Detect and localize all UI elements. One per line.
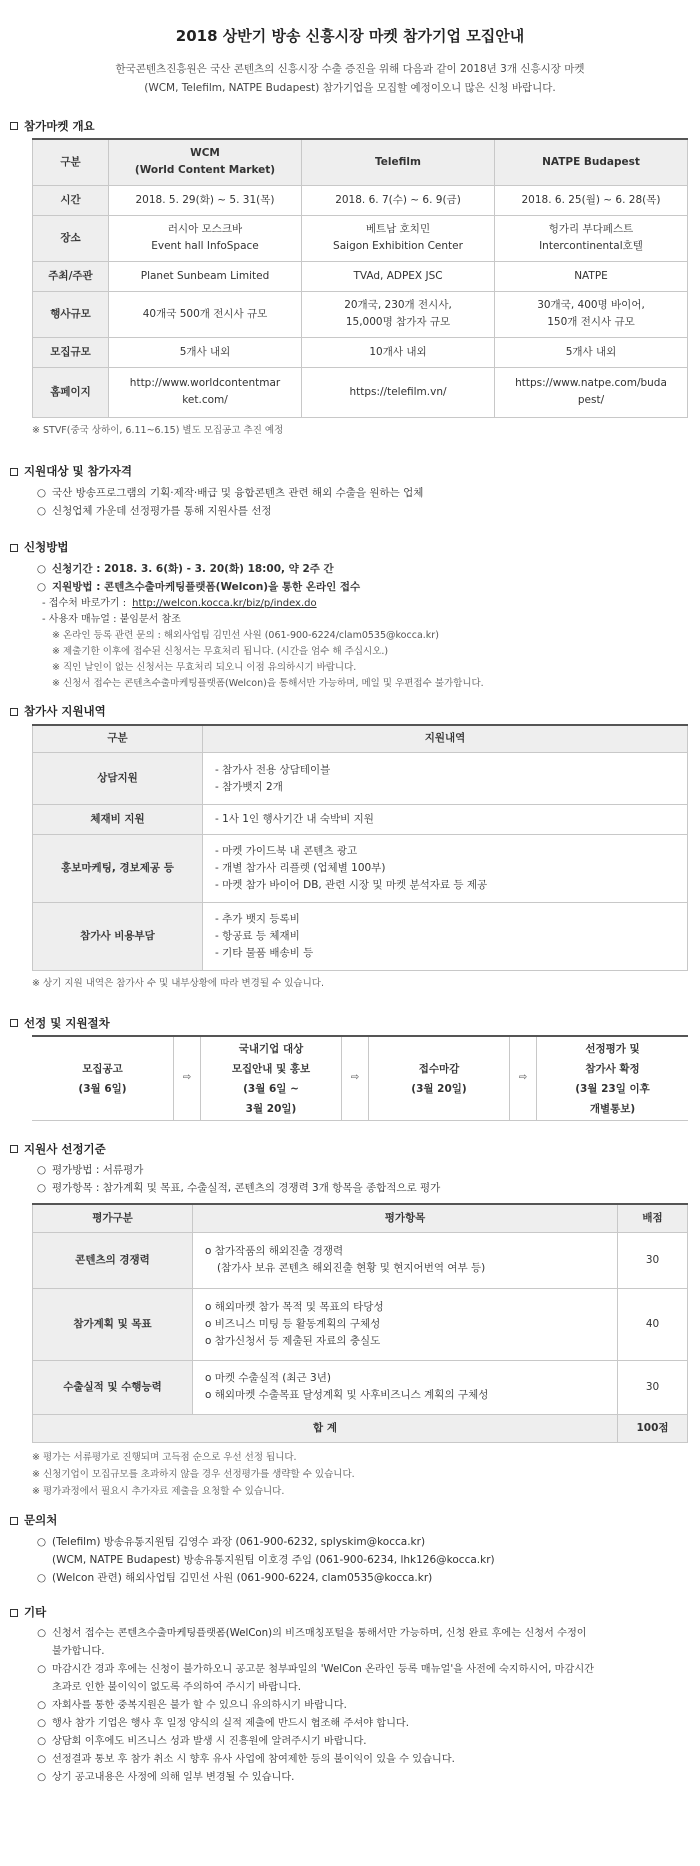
table-row	[33, 1288, 688, 1360]
table-cell: - 1사 1인 행사기간 내 숙박비 지원	[203, 805, 688, 835]
table-row	[33, 753, 688, 805]
table-cell: 10개사 내외	[302, 337, 495, 367]
list-item: ○ 신청업체 가운데 선정평가를 통해 지원사를 선정	[36, 504, 272, 517]
list-item: ○ 평가방법 : 서류평가	[36, 1164, 144, 1176]
apply-note: ※ 직인 날인이 없는 신청서는 무효처리 되오니 이점 유의하시기 바랍니다.	[52, 661, 357, 673]
table-cell: 러시아 모스크바 Event hall InfoSpace	[109, 215, 302, 261]
header-cell: 평가구분	[33, 1204, 193, 1232]
intro-line: 한국콘텐츠진흥원은 국산 콘텐츠의 신흥시장 수출 증진을 위해 다음과 같이 2018년 3개 신흥시장 마켓	[115, 63, 585, 75]
support-table	[32, 724, 688, 972]
table-row	[33, 215, 688, 261]
section-heading-apply	[10, 536, 690, 560]
list-item: ○ 자회사를 통한 중복지원은 불가 할 수 있으니 유의하시기 바랍니다.	[37, 1699, 347, 1711]
table-row	[33, 1360, 688, 1414]
table-row	[33, 261, 688, 291]
arrow-right-icon: ⇨	[182, 1072, 192, 1084]
etc-list	[32, 1625, 690, 1787]
process-step: 모집공고 (3월 6일)	[32, 1037, 174, 1120]
header-cell-natpe: NATPE Budapest	[495, 139, 688, 185]
row-label: 홍보마케팅, 경보제공 등	[33, 835, 203, 903]
section-title: 신청방법	[24, 540, 69, 555]
table-row	[33, 835, 688, 903]
list-item: ○ 평가항목 : 참가계획 및 목표, 수출실적, 콘텐츠의 경쟁력 3개 항목을 종합적으로 평가	[36, 1182, 441, 1194]
header-cell: 평가항목	[193, 1204, 618, 1232]
row-label: 장소	[33, 215, 109, 261]
table-cell: 20개국, 230개 전시사, 15,000명 참가자 규모	[302, 291, 495, 337]
section-title: 기타	[24, 1605, 47, 1620]
row-label: 홈페이지	[33, 367, 109, 417]
intro-text	[10, 60, 690, 110]
section-title: 지원사 선정기준	[24, 1141, 106, 1156]
table-row	[33, 291, 688, 337]
table-header-row	[33, 1204, 688, 1232]
list-item: - 사용자 매뉴얼 : 붙임문서 참조	[42, 613, 181, 625]
table-header-row	[33, 725, 688, 753]
score-cell: 40	[618, 1288, 688, 1360]
square-bullet-icon	[10, 1019, 18, 1027]
row-label: 행사규모	[33, 291, 109, 337]
section-heading-criteria	[10, 1137, 690, 1161]
criteria-notes	[32, 1449, 690, 1509]
apply-note: ※ 신청서 접수는 콘텐츠수출마케팅플랫폼(Welcon)을 통해서만 가능하며, 메일 및 우편접수 불가합니다.	[52, 677, 484, 689]
list-item: ○ 상담회 이후에도 비즈니스 성과 발생 시 진흥원에 알려주시기 바랍니다.	[37, 1735, 367, 1747]
section-title: 지원대상 및 참가자격	[24, 464, 132, 479]
header-cell: 구분	[33, 139, 109, 185]
table-header-row	[33, 139, 688, 185]
square-bullet-icon	[10, 468, 18, 476]
support-note: ※ 상기 지원 내역은 참가사 수 및 내부상황에 따라 변경될 수 있습니다.	[32, 978, 324, 989]
process-flow	[32, 1035, 688, 1121]
apply-note: ※ 온라인 등록 관련 문의 : 해외사업팀 김민선 사원 (061-900-6224/clam0535@kocca.kr)	[52, 629, 439, 641]
section-heading-contact	[10, 1509, 690, 1533]
table-row	[33, 367, 688, 417]
table-total-row	[33, 1414, 688, 1442]
row-label: 체재비 지원	[33, 805, 203, 835]
process-step: 선정평가 및 참가사 확정 (3월 23일 이후 개별통보)	[536, 1037, 688, 1120]
table-cell: 2018. 5. 29(화) ~ 5. 31(목)	[109, 185, 302, 215]
contact-list	[32, 1533, 690, 1601]
list-item: ○ 선정결과 통보 후 참가 취소 시 향후 유사 사업에 참여제한 등의 불이익이 있을 수 있습니다.	[37, 1753, 455, 1765]
square-bullet-icon	[10, 544, 18, 552]
row-label: 주최/주관	[33, 261, 109, 291]
row-label: 상담지원	[33, 753, 203, 805]
row-label: 콘텐츠의 경쟁력	[33, 1232, 193, 1288]
process-step: 접수마감 (3월 20일)	[368, 1037, 510, 1120]
row-label: 참가계획 및 목표	[33, 1288, 193, 1360]
page-title: 2018 상반기 방송 신흥시장 마켓 참가기업 모집안내	[175, 27, 525, 45]
table-cell: o 해외마켓 참가 목적 및 목표의 타당성 o 비즈니스 미팅 등 활동계획의 구체성 o 참가신청서 등 제출된 자료의 충실도	[193, 1288, 618, 1360]
table-cell: 베트남 호치민 Saigon Exhibition Center	[302, 215, 495, 261]
table-cell: NATPE	[495, 261, 688, 291]
square-bullet-icon	[10, 1145, 18, 1153]
total-value: 100점	[618, 1414, 688, 1442]
homepage-link-natpe[interactable]: https://www.natpe.com/buda pest/	[495, 367, 688, 417]
table-row	[33, 337, 688, 367]
table-row	[33, 805, 688, 835]
market-note: ※ STVF(중국 상하이, 6.11~6.15) 별도 모집공고 추진 예정	[32, 424, 284, 436]
section-heading-eligibility	[10, 460, 690, 484]
score-cell: 30	[618, 1360, 688, 1414]
criteria-list	[32, 1161, 690, 1203]
header-cell-telefilm: Telefilm	[302, 139, 495, 185]
list-item: ○ (Welcon 관련) 해외사업팀 김민선 사원 (061-900-6224, clam0535@kocca.kr)	[36, 1571, 433, 1584]
table-row	[33, 185, 688, 215]
row-label: 수출실적 및 수행능력	[33, 1360, 193, 1414]
criteria-note: ※ 평가과정에서 필요시 추가자료 제출을 요청할 수 있습니다.	[32, 1485, 285, 1497]
table-cell: - 마켓 가이드북 내 콘텐츠 광고 - 개별 참가사 리플렛 (업체별 100부) - 마켓 참가 바이어 DB, 관련 시장 및 마켓 분석자료 등 제공	[203, 835, 688, 903]
apply-list	[32, 560, 690, 696]
table-row	[33, 903, 688, 971]
section-title: 문의처	[24, 1513, 58, 1528]
arrow-right-icon: ⇨	[518, 1072, 528, 1084]
square-bullet-icon	[10, 1609, 18, 1617]
section-title: 참가사 지원내역	[24, 704, 106, 719]
table-cell: 2018. 6. 7(수) ~ 6. 9(금)	[302, 185, 495, 215]
table-cell: 30개국, 400명 바이어, 150개 전시사 규모	[495, 291, 688, 337]
welcon-link[interactable]: http://welcon.kocca.kr/biz/p/index.do	[132, 597, 317, 609]
market-overview-table	[32, 138, 688, 418]
criteria-table	[32, 1203, 688, 1443]
list-item: - 접수처 바로가기 : http://welcon.kocca.kr/biz/p/index.do	[32, 596, 690, 612]
table-cell: TVAd, ADPEX JSC	[302, 261, 495, 291]
list-item: ○ 지원방법 : 콘텐츠수출마케팅플랫폼(Welcon)을 통한 온라인 접수	[36, 580, 361, 593]
process-step: 국내기업 대상 모집안내 및 홍보 (3월 6일 ~ 3월 20일)	[200, 1037, 342, 1120]
list-item: ○ 행사 참가 기업은 행사 후 일정 양식의 실적 제출에 반드시 협조해 주셔야 합니다.	[37, 1717, 410, 1729]
table-cell: 5개사 내외	[495, 337, 688, 367]
arrow-right-icon: ⇨	[350, 1072, 360, 1084]
square-bullet-icon	[10, 708, 18, 716]
intro-line: (WCM, Telefilm, NATPE Budapest) 참가기업을 모집할 예정이오니 많은 신청 바랍니다.	[144, 82, 556, 94]
criteria-note: ※ 신청기업이 모집규모를 초과하지 않을 경우 선정평가를 생략할 수 있습니다.	[32, 1468, 355, 1480]
header-cell: 지원내역	[203, 725, 688, 753]
list-item: ○ (Telefilm) 방송유통지원팀 김영수 과장 (061-900-6232, splyskim@kocca.kr)	[36, 1535, 426, 1548]
score-cell: 30	[618, 1232, 688, 1288]
section-heading-support	[10, 700, 690, 724]
list-item: ○ 국산 방송프로그램의 기획·제작·배급 및 융합콘텐츠 관련 해외 수출을 원하는 업체	[36, 486, 424, 499]
header-cell-wcm: WCM (World Content Market)	[109, 139, 302, 185]
table-cell: o 참가작품의 해외진출 경쟁력 (참가사 보유 콘텐츠 해외진출 현황 및 현지어번역 여부 등)	[193, 1232, 618, 1288]
homepage-link-telefilm[interactable]: https://telefilm.vn/	[302, 367, 495, 417]
table-cell: Planet Sunbeam Limited	[109, 261, 302, 291]
apply-note: ※ 제출기한 이후에 접수된 신청서는 무효처리 됩니다. (시간을 엄수 해 주십시오.)	[52, 645, 389, 657]
square-bullet-icon	[10, 1517, 18, 1525]
row-label: 참가사 비용부담	[33, 903, 203, 971]
list-item: (WCM, NATPE Budapest) 방송유통지원팀 이호경 주임 (061-900-6234, lhk126@kocca.kr)	[52, 1553, 495, 1566]
section-title: 선정 및 지원절차	[24, 1015, 110, 1030]
header-cell: 구분	[33, 725, 203, 753]
total-label: 합 계	[33, 1414, 618, 1442]
row-label: 시간	[33, 185, 109, 215]
section-heading-markets	[10, 114, 690, 138]
row-label: 모집규모	[33, 337, 109, 367]
table-cell: - 추가 뱃지 등록비 - 항공료 등 체재비 - 기타 물품 배송비 등	[203, 903, 688, 971]
list-item: ○ 신청서 접수는 콘텐츠수출마케팅플랫폼(WelCon)의 비즈매칭포털을 통해서만 가능하며, 신청 완료 후에는 신청서 수정이 불가합니다.	[37, 1627, 587, 1657]
table-cell: 2018. 6. 25(월) ~ 6. 28(목)	[495, 185, 688, 215]
table-row	[33, 1232, 688, 1288]
table-cell: 5개사 내외	[109, 337, 302, 367]
criteria-note: ※ 평가는 서류평가로 진행되며 고득점 순으로 우선 선정 됩니다.	[32, 1451, 297, 1463]
list-item: ○ 마감시간 경과 후에는 신청이 불가하오니 공고문 첨부파일의 'WelCon 온라인 등록 매뉴얼'을 사전에 숙지하시어, 마감시간 초과로 인한 불이익이 없도록 주의하여 주시기 바랍니다.	[37, 1663, 595, 1693]
header-cell: 배점	[618, 1204, 688, 1232]
table-cell: o 마켓 수출실적 (최근 3년) o 해외마켓 수출목표 달성계획 및 사후비즈니스 계획의 구체성	[193, 1360, 618, 1414]
list-item: ○ 상기 공고내용은 사정에 의해 일부 변경될 수 있습니다.	[37, 1771, 295, 1783]
homepage-link-wcm[interactable]: http://www.worldcontentmar ket.com/	[109, 367, 302, 417]
section-heading-process	[10, 1011, 690, 1035]
square-bullet-icon	[10, 122, 18, 130]
table-cell: - 참가사 전용 상담테이블 - 참가뱃지 2개	[203, 753, 688, 805]
table-cell: 헝가리 부다페스트 Intercontinental호텔	[495, 215, 688, 261]
table-cell: 40개국 500개 전시사 규모	[109, 291, 302, 337]
eligibility-list	[32, 484, 690, 536]
list-item: ○ 신청기간 : 2018. 3. 6(화) - 3. 20(화) 18:00, 약 2주 간	[36, 562, 334, 575]
section-title: 참가마켓 개요	[24, 118, 95, 133]
section-heading-etc	[10, 1601, 690, 1625]
